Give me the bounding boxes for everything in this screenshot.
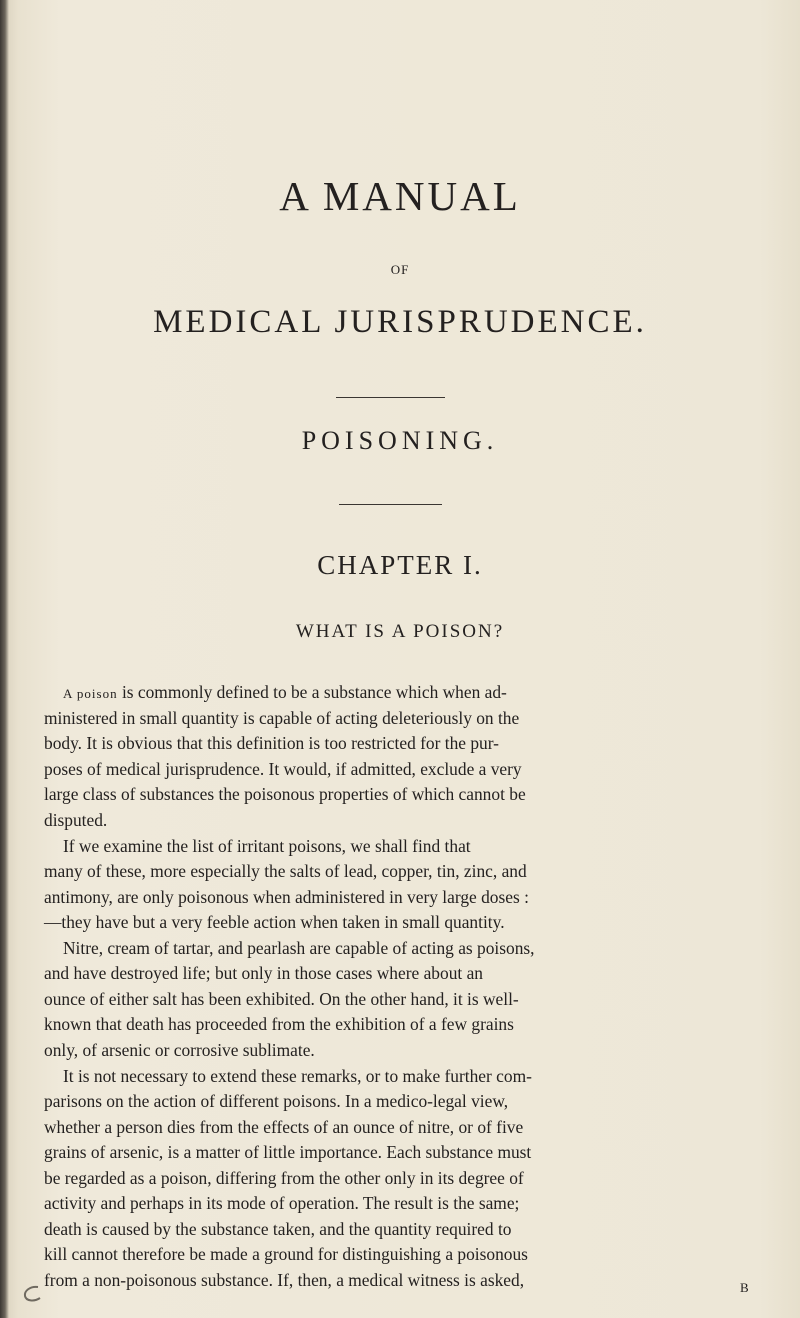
body-line: death is caused by the substance taken, and the quantity required to (44, 1219, 512, 1239)
body-line: ounce of either salt has been exhibited. On the other hand, it is well- (44, 989, 519, 1009)
section-title: POISONING. (301, 426, 499, 455)
body-line: large class of substances the poisonous properties of which cannot be (44, 784, 526, 804)
body-line: If we examine the list of irritant poisons, we shall find that (63, 836, 471, 856)
divider-rule-bottom (339, 504, 442, 505)
title-subject: MEDICAL JURISPRUDENCE. (153, 304, 647, 340)
title-of: OF (390, 262, 410, 277)
body-line: kill cannot therefore be made a ground for distinguishing a poisonous (44, 1244, 528, 1264)
body-line: grains of arsenic, is a matter of little importance. Each substance must (44, 1142, 532, 1162)
title-main: A MANUAL (279, 173, 521, 219)
ink-mark-icon (20, 1284, 46, 1304)
body-line: known that death has proceeded from the exhibition of a few grains (44, 1014, 514, 1034)
lead-in-small-caps: A poison (63, 686, 118, 701)
body-line: poses of medical jurisprudence. It would, if admitted, exclude a very (44, 759, 522, 779)
body-line: It is not necessary to extend these remarks, or to make further com- (63, 1066, 532, 1086)
chapter-subtitle: WHAT IS A POISON? (295, 621, 505, 642)
body-line: disputed. (44, 810, 108, 830)
body-line: from a non-poisonous substance. If, then, a medical witness is asked, (44, 1270, 525, 1290)
body-line: be regarded as a poison, differing from the other only in its degree of (44, 1168, 524, 1188)
body-line: body. It is obvious that this definition is too restricted for the pur- (44, 733, 499, 753)
chapter-title: CHAPTER I. (317, 550, 483, 580)
signature-mark: B (740, 1280, 749, 1295)
body-line: —they have but a very feeble action when taken in small quantity. (44, 912, 505, 932)
body-line: Nitre, cream of tartar, and pearlash are capable of acting as poisons, (63, 938, 535, 958)
body-line: activity and perhaps in its mode of operation. The result is the same; (44, 1193, 520, 1213)
body-line: many of these, more especially the salts of lead, copper, tin, zinc, and (44, 861, 527, 881)
body-line: antimony, are only poisonous when administered in very large doses : (44, 887, 529, 907)
body-line: only, of arsenic or corrosive sublimate. (44, 1040, 315, 1060)
body-line: whether a person dies from the effects of an ounce of nitre, or of five (44, 1117, 524, 1137)
body-line: and have destroyed life; but only in those cases where about an (44, 963, 483, 983)
body-line: ministered in small quantity is capable of acting deleteriously on the (44, 708, 520, 728)
body-line: parisons on the action of different poisons. In a medico-legal view, (44, 1091, 509, 1111)
body-line: A poison is commonly defined to be a substance which when ad- (63, 682, 507, 702)
divider-rule-top (336, 397, 445, 398)
